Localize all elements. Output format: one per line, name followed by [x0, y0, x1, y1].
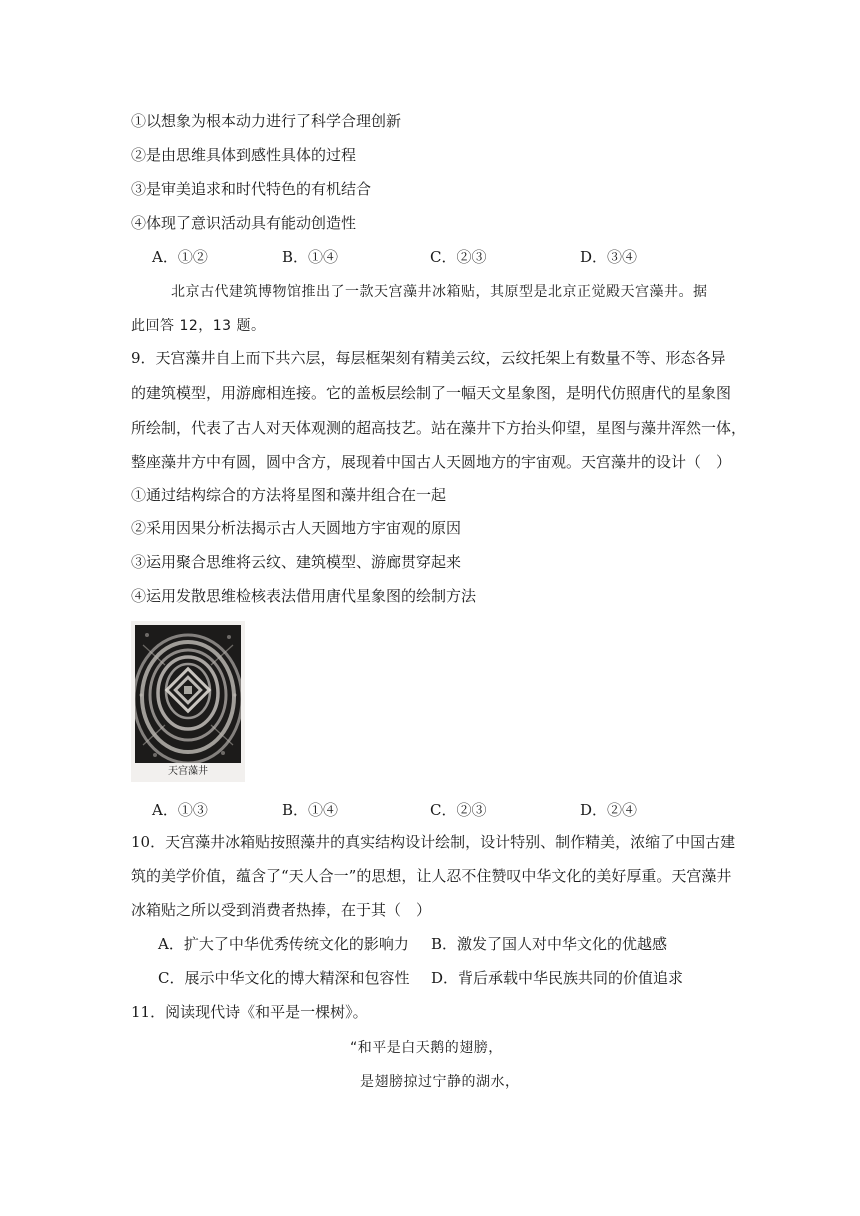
q9-item-1: ①通过结构综合的方法将星图和藻井组合在一起: [131, 486, 447, 504]
poem-line-1: “和平是白天鹅的翅膀，: [350, 1040, 503, 1056]
q9-option-d: D．②④: [580, 801, 638, 819]
q9-item-2: ②采用因果分析法揭示古人天圆地方宇宙观的原因: [131, 519, 462, 537]
q10-option-b: B．激发了国人对中华文化的优越感: [431, 935, 668, 953]
intro-line-1: 北京古代建筑博物馆推出了一款天宫藻井冰箱贴，其原型是北京正觉殿天宫藻井。据: [171, 284, 708, 300]
caisson-ceiling-image: [135, 625, 241, 763]
q9-option-a: A．①③: [152, 801, 208, 819]
q8-item-4: ④体现了意识活动具有能动创造性: [131, 214, 357, 232]
q10-option-d: D．背后承载中华民族共同的价值追求: [431, 969, 684, 987]
q8-item-1: ①以想象为根本动力进行了科学合理创新: [131, 112, 402, 130]
q9-item-3: ③运用聚合思维将云纹、建筑模型、游廊贯穿起来: [131, 553, 462, 571]
q9-stem-line-2: 的建筑模型，用游廊相连接。它的盖板层绘制了一幅天文星象图，是明代仿照唐代的星象图: [131, 384, 732, 402]
q9-stem-line-3: 所绘制，代表了古人对天体观测的超高技艺。站在藻井下方抬头仰望，星图与藻井浑然一体，: [131, 419, 747, 437]
figure-caption: 天宫藻井: [168, 766, 208, 777]
q10-option-c: C．展示中华文化的博大精深和包容性: [158, 969, 410, 987]
q10-stem-line-2: 筑的美学价值，蕴含了“天人合一”的思想，让人忍不住赞叹中华文化的美好厚重。天宫藻井: [131, 867, 732, 885]
intro-line-2: 此回答 12，13 题。: [131, 318, 266, 334]
q10-stem-line-3: 冰箱贴之所以受到消费者热捧，在于其（ ）: [131, 901, 432, 919]
q11-stem: 11．阅读现代诗《和平是一棵树》。: [131, 1003, 368, 1021]
q8-option-c: C．②③: [430, 248, 487, 266]
q8-option-a: A．①②: [152, 248, 208, 266]
q8-option-d: D．③④: [580, 248, 638, 266]
q8-item-3: ③是审美追求和时代特色的有机结合: [131, 180, 372, 198]
q9-stem-line-1: 9．天宫藻井自上而下共六层，每层框架刻有精美云纹，云纹托架上有数量不等、形态各异: [131, 349, 726, 367]
caisson-ceiling-figure: [131, 621, 245, 782]
poem-line-2: 是翅膀掠过宁静的湖水，: [360, 1074, 520, 1090]
q9-option-b: B．①④: [282, 801, 339, 819]
q8-option-b: B．①④: [282, 248, 339, 266]
q10-option-a: A．扩大了中华优秀传统文化的影响力: [158, 935, 409, 953]
q9-option-c: C．②③: [430, 801, 487, 819]
q8-item-2: ②是由思维具体到感性具体的过程: [131, 146, 357, 164]
q9-item-4: ④运用发散思维检核表法借用唐代星象图的绘制方法: [131, 587, 477, 605]
q9-stem-line-4: 整座藻井方中有圆，圆中含方，展现着中国古人天圆地方的宇宙观。天宫藻井的设计（ ）: [131, 453, 732, 471]
q10-stem-line-1: 10．天宫藻井冰箱贴按照藻井的真实结构设计绘制，设计特别、制作精美，浓缩了中国古建: [131, 833, 736, 851]
